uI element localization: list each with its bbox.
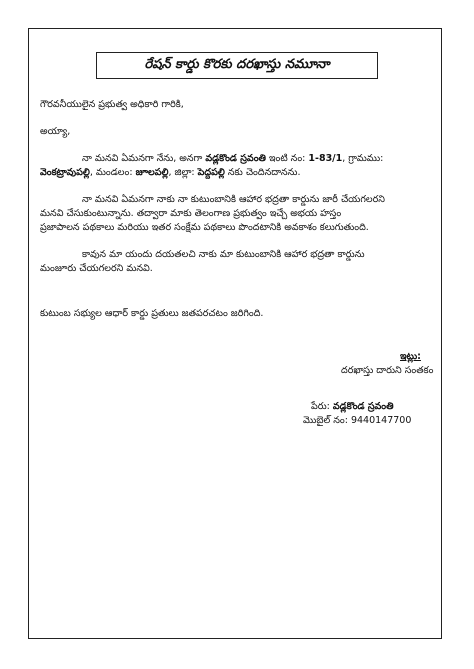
mobile-value: 9440147700 xyxy=(350,415,412,426)
document-title xyxy=(96,52,378,79)
house-label: ఇంటి నం: xyxy=(268,153,306,164)
greeting: అయ్యా, xyxy=(40,126,71,137)
mobile-line xyxy=(303,414,411,428)
village-label: , గ్రామము: xyxy=(342,153,384,164)
para1-ending: నకు చెందినదానను. xyxy=(227,167,301,178)
title-text: రేషన్ కార్డు కొరకు దరఖాస్తు నమూనా xyxy=(144,56,330,72)
applicant-name-line xyxy=(311,400,394,414)
name-label: పేరు: xyxy=(311,401,330,412)
district-label: , జిల్లా: xyxy=(168,167,195,178)
attachment-note: కుటుంబ సభ్యుల ఆధార్ కార్డు ప్రతులు జతపరచటం జరిగింది. xyxy=(40,308,264,319)
para2-line2: మనవి చేసుకుంటున్నాను. తద్వారా మాకు తెలంగాణ ప్రభుత్వం ఇచ్చే అభయ హస్తం xyxy=(40,208,342,219)
page-border xyxy=(28,28,442,639)
para2-line3: ప్రజాపాలన పథకాలు మరియు ఇతర సంక్షేమ పథకాలు పొందటానికి అవకాశం కలుగుతుంది. xyxy=(40,222,369,233)
para3-line2: మంజూరు చేయగలరని మనవి. xyxy=(40,263,153,274)
mandal-label: , మండలం: xyxy=(89,167,133,178)
para1-line2 xyxy=(40,166,300,180)
signoff-heading: ఇట్లు: xyxy=(400,351,421,362)
mobile-label: మొబైల్ నం: xyxy=(303,415,348,426)
para1-line1 xyxy=(82,152,383,166)
salutation: గౌరవనీయులైన ప్రభుత్వ అధికారి గారికి, xyxy=(40,99,184,110)
signature-label: దరఖాస్తు దారుని సంతకం xyxy=(341,365,434,376)
village-name: వెంకట్రావుపల్లి xyxy=(40,167,90,178)
district-name: పెద్దపల్లి xyxy=(197,167,225,178)
para3-line1: కావున మా యందు దయతలచి నాకు మా కుటుంబానికి ఆహార భద్రతా కార్డును xyxy=(82,249,365,260)
mandal-name: జూలపల్లి xyxy=(135,167,169,178)
para2-line1: నా మనవి ఏమనగా నాకు నా కుటుంబానికి ఆహార భద్రతా కార్డును జారీ చేయగలరని xyxy=(82,194,385,205)
house-number: 1-83/1 xyxy=(308,153,343,164)
name-value: వడ్లకొండ స్రవంతి xyxy=(332,401,394,412)
para1-intro: నా మనవి ఏమనగా నేను, అనగా xyxy=(82,153,203,164)
applicant-name: వడ్లకొండ స్రవంతి xyxy=(205,153,266,164)
